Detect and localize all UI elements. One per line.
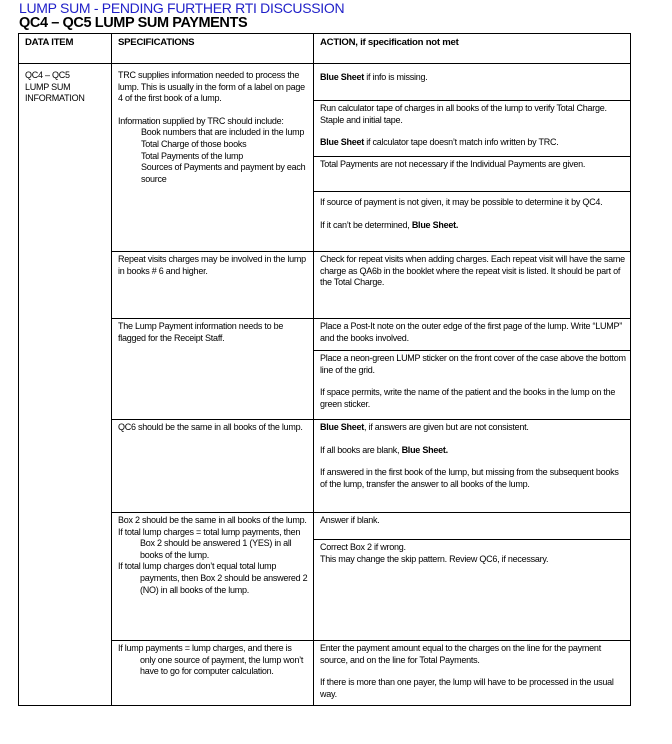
spec-text: QC6 should be the same in all books of the lump. [118,422,303,432]
spec-cell [112,641,314,706]
spec-cell [112,252,314,319]
action-text: If it can’t be determined, [320,219,412,230]
spec-text: If total lump charges don’t equal total lump payments, then Box 2 should be answered 2 (NO) in all books of the lump. [118,561,308,595]
list-item: Book numbers that are included in the lump [141,127,305,138]
page-subtitle: QC4 – QC5 LUMP SUM PAYMENTS [19,15,248,31]
blue-sheet-label: Blue Sheet [320,72,365,82]
action-cell [314,420,631,513]
spec-text: The Lump Payment information needs to be flagged for the Receipt Staff. [118,321,284,343]
header-specifications: SPECIFICATIONS [112,34,314,64]
action-cell [314,540,631,641]
data-item-line: INFORMATION [25,93,85,104]
data-item-line: QC4 – QC5 [25,70,70,80]
action-text: Correct Box 2 if wrong. [320,542,406,552]
action-text: This may change the skip pattern. Review QC6, if necessary. [320,553,549,564]
action-text: If all books are blank, [320,444,402,455]
action-text: If answered in the first book of the lump, but missing from the subsequent books of the lump, transfer the answer to all books of the lump. [320,467,619,489]
blue-sheet-label: Blue Sheet [320,137,365,148]
action-text: If source of payment is not given, it may be possible to determine it by QC4. [320,197,603,207]
spec-text: If lump payments = lump charges, and there is only one source of payment, the lump won’t have to go for computer calculation. [118,643,304,677]
spec-cell [112,319,314,420]
action-text: if calculator tape doesn’t match info written by TRC. [364,137,559,148]
blue-sheet-label: Blue Sheet. [401,444,448,455]
action-text: If there is more than one payer, the lump will have to be processed in the usual way. [320,677,614,699]
spec-cell [112,513,314,641]
action-cell [314,192,631,252]
action-cell [314,641,631,706]
page-title: LUMP SUM - PENDING FURTHER RTI DISCUSSION [19,0,345,16]
spec-text: TRC supplies information needed to process the lump. This is usually in the form of a label on page 4 of the first book of a lump. [118,70,305,104]
action-text: Check for repeat visits when adding charges. Each repeat visit will have the same charge as QA6b in the booklet where the repeat visit is listed. It should be part of the Total Charge. [320,254,625,288]
specification-table [18,33,631,706]
action-cell [314,64,631,101]
action-cell [314,252,631,319]
action-cell [314,157,631,192]
list-item: Total Charge of those books [141,138,247,149]
spec-text: If total lump charges = total lump payments, then Box 2 should be answered 1 (YES) in all books of the lump. [118,526,301,560]
spec-text: Repeat visits charges may be involved in the lump in books # 6 and higher. [118,254,306,276]
spec-cell [112,420,314,513]
data-item-line: LUMP SUM [25,81,71,92]
action-text: if info is missing. [364,72,428,82]
action-cell [314,513,631,540]
list-item: Sources of Payments and payment by each source [141,162,306,184]
action-text: Enter the payment amount equal to the charges on the line for the payment source, and on the line for Total Payments. [320,643,601,665]
action-text: Total Payments are not necessary if the Individual Payments are given. [320,159,586,169]
header-action: ACTION, if specification not met [314,34,631,64]
spec-cell [112,64,314,252]
action-cell [314,351,631,420]
action-text: Answer if blank. [320,515,380,525]
action-cell [314,319,631,351]
table-header-row [19,34,631,64]
blue-sheet-label: Blue Sheet [320,422,365,432]
action-text: , if answers are given but are not consistent. [364,422,529,432]
spec-text: Information supplied by TRC should include: [118,115,284,126]
spec-text: Box 2 should be the same in all books of the lump. [118,515,307,525]
header-data-item: DATA ITEM [19,34,112,64]
action-text: If space permits, write the name of the patient and the books in the lump on the green sticker. [320,387,616,409]
action-text: Place a Post-It note on the outer edge of the first page of the lump. Write “LUMP” and the books involved. [320,321,623,343]
data-item-cell [19,64,112,706]
action-text: Run calculator tape of charges in all books of the lump to verify Total Charge. Staple and initial tape. [320,103,607,125]
blue-sheet-label: Blue Sheet. [411,219,459,230]
action-cell [314,101,631,157]
table-row [19,64,631,101]
list-item: Total Payments of the lump [141,150,244,161]
action-text: Place a neon-green LUMP sticker on the front cover of the case above the bottom line of the grid. [320,353,626,375]
